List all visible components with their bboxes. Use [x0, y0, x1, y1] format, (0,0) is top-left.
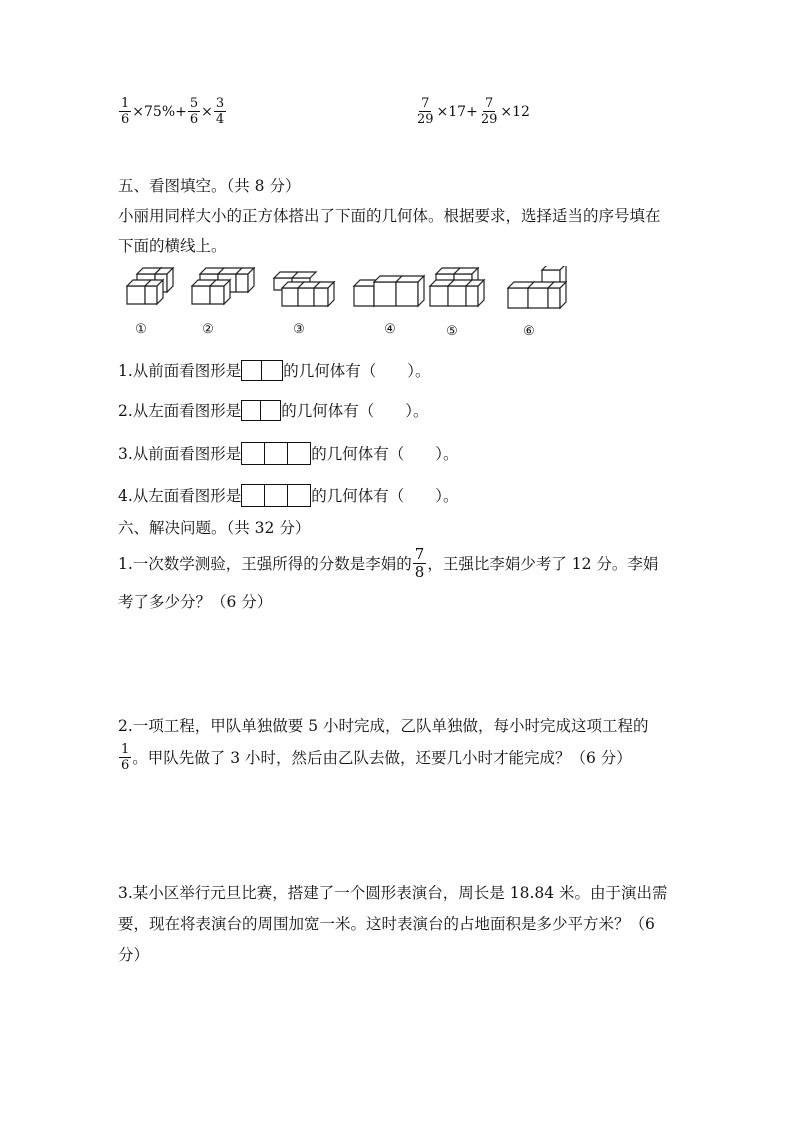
section-5-heading: 五、看图填空。（共 8 分） — [118, 177, 301, 195]
figure-label-2: ② — [202, 322, 214, 337]
cube-figure-2 — [192, 268, 254, 304]
three-square-figure — [241, 442, 311, 465]
expression-1: $\frac{1}{6}$ ×75%+ $\frac{5}{6}$ × $\frac{3}{4}$ — [121, 96, 225, 127]
figure-label-5: ⑤ — [446, 324, 458, 339]
problem-3-line-1: 3.某小区举行元旦比赛，搭建了一个圆形表演台，周长是 18.84 米。由于演出需 — [118, 884, 668, 902]
section-6-heading: 六、解决问题。（共 32 分） — [118, 519, 311, 537]
section-5-intro-line-2: 下面的横线上。 — [118, 237, 227, 255]
problem-2-line-1: 2.一项工程，甲队单独做要 5 小时完成，乙队单独做，每小时完成这项工程的 — [118, 717, 649, 735]
fraction: $\frac{5}{6}$ — [189, 96, 199, 127]
question-5-3: 3.从前面看图形是 的几何体有（ ）。 — [118, 442, 459, 465]
figure-label-1: ① — [135, 322, 147, 337]
fraction: $\frac{7}{29}$ — [480, 96, 498, 127]
fraction: $\frac{7}{8}$ — [414, 545, 425, 581]
cube-figure-3 — [274, 272, 334, 306]
problem-2-line-2: $\frac{1}{6}$ 。甲队先做了 3 小时，然后由乙队去做，还要几小时才能完成？（6 分） — [121, 742, 632, 773]
problem-3-line-2: 要，现在将表演台的周围加宽一米。这时表演台的占地面积是多少平方米？（6 — [118, 915, 655, 933]
cube-figure-4 — [354, 276, 424, 306]
fraction: $\frac{3}{4}$ — [215, 96, 225, 127]
figure-label-6: ⑥ — [523, 324, 535, 339]
fraction: $\frac{1}{6}$ — [121, 96, 130, 127]
problem-1-line-1: 1.一次数学测验，王强所得的分数是李娟的 $\frac{7}{8}$ ，王强比李娟少考了 12 分。李娟 — [118, 545, 659, 581]
figure-label-4: ④ — [384, 322, 396, 337]
expression-2: $\frac{7}{29}$ ×17+ $\frac{7}{29}$ ×12 — [417, 96, 530, 127]
question-5-2: 2.从左面看图形是 的几何体有（ ）。 — [118, 401, 429, 420]
two-square-figure — [241, 360, 283, 381]
fraction: $\frac{7}{29}$ — [417, 96, 434, 127]
question-5-1: 1.从前面看图形是 的几何体有（ ）。 — [118, 361, 431, 380]
cube-figure-1 — [127, 268, 173, 304]
cube-figure-5 — [430, 268, 484, 306]
fraction: $\frac{1}{6}$ — [121, 742, 130, 773]
section-5-intro-line-1: 小丽用同样大小的正方体搭出了下面的几何体。根据要求，选择适当的序号填在 — [118, 207, 661, 225]
problem-1-line-2: 考了多少分？（6 分） — [118, 593, 273, 611]
figure-label-3: ③ — [293, 322, 305, 337]
three-square-figure — [241, 484, 311, 507]
problem-3-line-3: 分） — [118, 946, 150, 964]
two-square-figure — [241, 400, 281, 421]
question-5-4: 4.从左面看图形是 的几何体有（ ）。 — [118, 484, 459, 507]
cube-figure-6 — [508, 266, 566, 308]
